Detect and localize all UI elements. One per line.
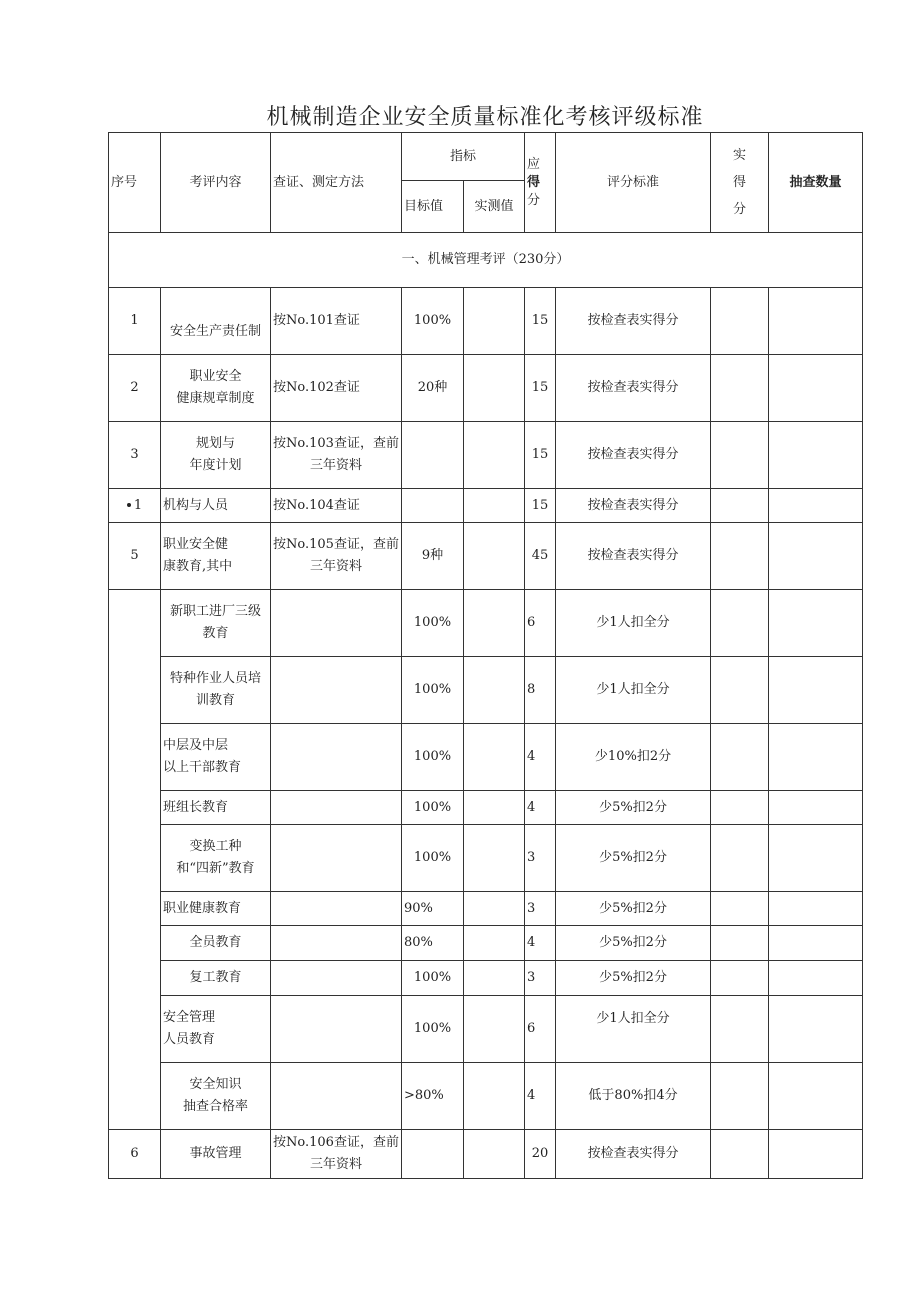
subitem-score: 4 [525,724,556,791]
header-target: 目标值 [402,181,464,233]
row-sample [769,523,863,590]
header-actual: 实 得 分 [711,133,769,233]
header-measured: 实测值 [464,181,525,233]
standards-table [108,132,863,1179]
header-should-score-a: 应 [527,156,541,172]
table-row [109,422,863,489]
subitem-measured [464,724,525,791]
subitem-measured [464,1063,525,1130]
subitem-method [271,724,402,791]
subitem-score: 3 [525,825,556,892]
row-seq: 5 [109,523,161,590]
subitem-score: 4 [525,1063,556,1130]
row-content: 安全生产责任制 [161,288,271,355]
subitem-actual [711,724,769,791]
subitem-row [109,724,863,791]
header-should-score-c: 分 [527,192,541,208]
header-should-score-b: 得 [527,174,541,190]
subitem-criteria: 少1人扣全分 [556,657,711,724]
table-row [109,288,863,355]
subitem-target: 100% [402,996,464,1063]
subitem-target: 100% [402,961,464,996]
subitem-measured [464,590,525,657]
subitem-sample [769,724,863,791]
subitem-seq-blank [109,590,161,1130]
row-seq: 3 [109,422,161,489]
subitem-content: 新职工进厂三级 教育 [161,590,271,657]
subitem-criteria: 少5%扣2分 [556,961,711,996]
header-content: 考评内容 [161,133,271,233]
subitem-actual [711,926,769,961]
subitem-row [109,961,863,996]
subitem-content: 中层及中层 以上干部教育 [161,724,271,791]
subitem-method [271,961,402,996]
subitem-score: 8 [525,657,556,724]
subitem-sample [769,892,863,926]
subitem-criteria: 少5%扣2分 [556,825,711,892]
row-target: 20种 [402,355,464,422]
page-title: 机械制造企业安全质量标准化考核评级标准 [266,105,704,130]
subitem-measured [464,961,525,996]
subitem-row [109,996,863,1063]
subitem-target: 100% [402,590,464,657]
row-actual [711,523,769,590]
subitem-target: 100% [402,657,464,724]
row-score: 20 [525,1130,556,1179]
row-criteria: 按检查表实得分 [556,523,711,590]
subitem-content: 特种作业人员培 训教育 [161,657,271,724]
subitem-measured [464,926,525,961]
subitem-content: 班组长教育 [161,791,271,825]
row-score: 45 [525,523,556,590]
subitem-measured [464,791,525,825]
row-method: 按No.101查证 [271,288,402,355]
subitem-target: 90% [402,892,464,926]
row-content: 职业安全健 康教育,其中 [161,523,271,590]
row-target: 9种 [402,523,464,590]
subitem-sample [769,1063,863,1130]
subitem-sample [769,657,863,724]
subitem-target: >80% [402,1063,464,1130]
subitem-sample [769,961,863,996]
subitem-row [109,892,863,926]
section-row [109,233,863,288]
subitem-criteria: 低于80%扣4分 [556,1063,711,1130]
row-target [402,489,464,523]
row-criteria: 按检查表实得分 [556,355,711,422]
subitem-method [271,996,402,1063]
row-sample [769,288,863,355]
row-criteria: 按检查表实得分 [556,489,711,523]
subitem-row [109,791,863,825]
subitem-score: 6 [525,590,556,657]
row-sample [769,1130,863,1179]
subitem-content: 复工教育 [161,961,271,996]
row-measured [464,1130,525,1179]
subitem-row [109,1063,863,1130]
subitem-actual [711,996,769,1063]
row-criteria: 按检查表实得分 [556,288,711,355]
subitem-criteria: 少5%扣2分 [556,926,711,961]
subitem-criteria: 少5%扣2分 [556,791,711,825]
subitem-actual [711,961,769,996]
table-row [109,489,863,523]
subitem-sample [769,590,863,657]
row-seq: 2 [109,355,161,422]
subitem-row [109,926,863,961]
subitem-measured [464,657,525,724]
subitem-criteria: 少1人扣全分 [556,590,711,657]
subitem-content: 全员教育 [161,926,271,961]
subitem-target: 80% [402,926,464,961]
subitem-method [271,657,402,724]
table-row [109,523,863,590]
subitem-content: 变换工种 和“四新”教育 [161,825,271,892]
row-actual [711,288,769,355]
table-row [109,1130,863,1179]
subitem-criteria: 少5%扣2分 [556,892,711,926]
header-indicator: 指标 [402,133,525,181]
subitem-criteria: 少1人扣全分 [556,996,711,1063]
subitem-score: 3 [525,892,556,926]
row-score: 15 [525,422,556,489]
subitem-measured [464,892,525,926]
subitem-sample [769,996,863,1063]
row-measured [464,523,525,590]
subitem-actual [711,892,769,926]
row-score: 15 [525,489,556,523]
section-title: 一、机械管理考评（230分） [109,233,863,288]
row-content: 职业安全 健康规章制度 [161,355,271,422]
bullet-dot [127,503,131,507]
subitem-target: 100% [402,791,464,825]
header-seq: 序号 [109,133,161,233]
row-target: 100% [402,288,464,355]
subitem-method [271,791,402,825]
row-sample [769,355,863,422]
subitem-row [109,825,863,892]
subitem-actual [711,791,769,825]
row-actual [711,355,769,422]
subitem-method [271,825,402,892]
row-content: 规划与 年度计划 [161,422,271,489]
subitem-method [271,590,402,657]
subitem-content: 安全知识 抽查合格率 [161,1063,271,1130]
subitem-content: 职业健康教育 [161,892,271,926]
row-content: 机构与人员 [161,489,271,523]
row-sample [769,489,863,523]
row-criteria: 按检查表实得分 [556,1130,711,1179]
subitem-actual [711,1063,769,1130]
row-method: 按No.106查证，查前三年资料 [271,1130,402,1179]
row-method: 按No.105查证，查前三年资料 [271,523,402,590]
row-score: 15 [525,355,556,422]
header-row [109,133,863,181]
subitem-sample [769,791,863,825]
row-measured [464,288,525,355]
subitem-method [271,892,402,926]
row-measured [464,489,525,523]
subitem-score: 3 [525,961,556,996]
table-row [109,355,863,422]
subitem-measured [464,825,525,892]
subitem-row [109,590,863,657]
row-actual [711,489,769,523]
subitem-sample [769,825,863,892]
header-method: 查证、测定方法 [271,133,402,233]
row-criteria: 按检查表实得分 [556,422,711,489]
row-seq: 6 [109,1130,161,1179]
row-sample [769,422,863,489]
subitem-measured [464,996,525,1063]
subitem-method [271,926,402,961]
row-method: 按No.104查证 [271,489,402,523]
row-seq-text: 1 [133,497,143,513]
row-score: 15 [525,288,556,355]
subitem-score: 6 [525,996,556,1063]
row-method: 按No.102查证 [271,355,402,422]
row-method: 按No.103查证，查前三年资料 [271,422,402,489]
subitem-actual [711,825,769,892]
subitem-content: 安全管理 人员教育 [161,996,271,1063]
row-target [402,422,464,489]
subitem-criteria: 少10%扣2分 [556,724,711,791]
row-actual [711,422,769,489]
row-measured [464,355,525,422]
subitem-target: 100% [402,825,464,892]
subitem-row [109,657,863,724]
subitem-method [271,1063,402,1130]
subitem-score: 4 [525,926,556,961]
row-seq: 1 [109,288,161,355]
row-content: 事故管理 [161,1130,271,1179]
row-target [402,1130,464,1179]
header-sample: 抽查数量 [769,133,863,233]
header-criteria: 评分标准 [556,133,711,233]
subitem-sample [769,926,863,961]
row-seq [109,489,161,523]
subitem-target: 100% [402,724,464,791]
subitem-actual [711,657,769,724]
subitem-score: 4 [525,791,556,825]
header-should-score [525,133,556,233]
row-actual [711,1130,769,1179]
subitem-actual [711,590,769,657]
row-measured [464,422,525,489]
